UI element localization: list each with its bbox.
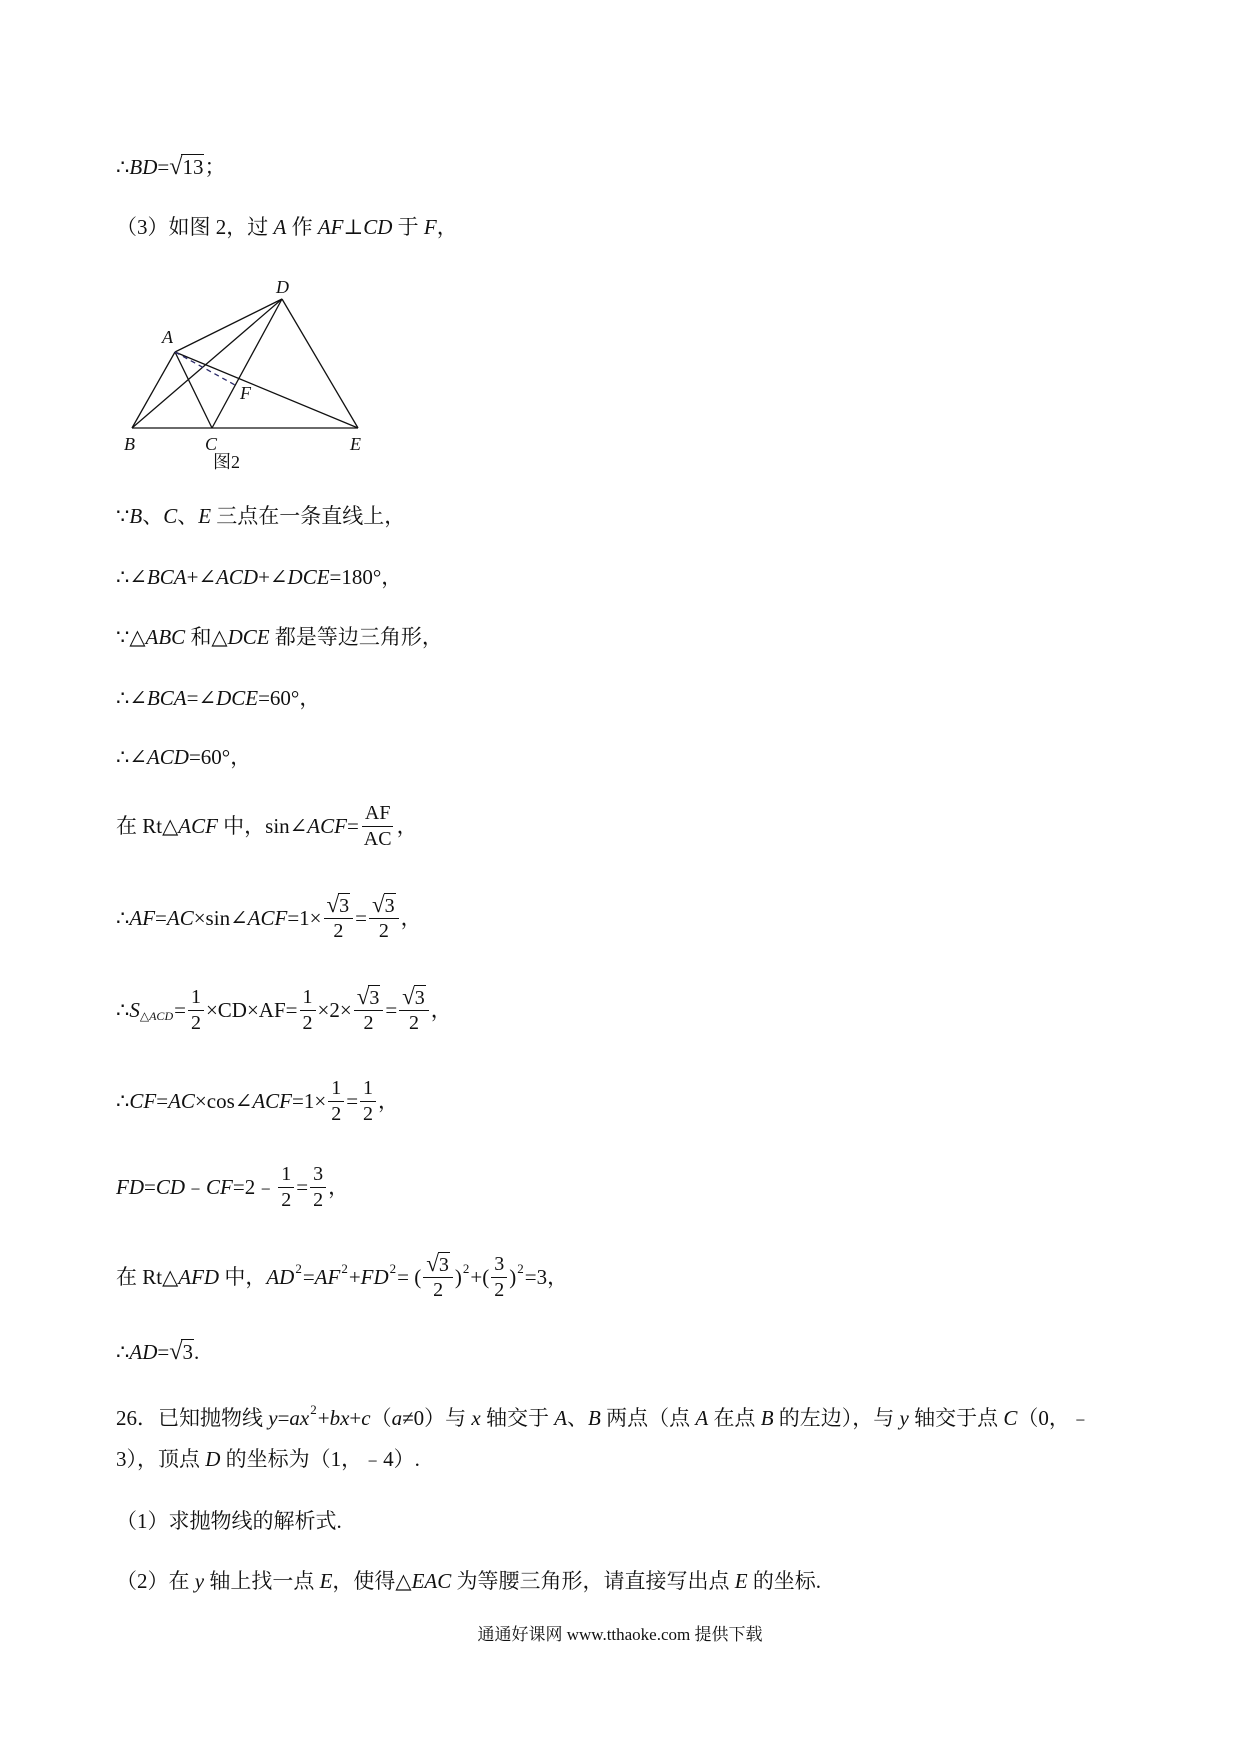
fraction	[369, 893, 399, 943]
question-26-part-2	[116, 1551, 821, 1611]
line-angles-60	[116, 668, 320, 728]
math-variable: AD	[129, 1339, 158, 1364]
question-26-line-2	[116, 1429, 420, 1489]
text-run: 3	[494, 1252, 505, 1275]
text-run: 2	[333, 920, 344, 943]
math-variable: E	[734, 1568, 748, 1593]
text-run: =180°，	[329, 564, 403, 589]
radicand: 3	[339, 894, 350, 917]
math-variable: a	[391, 1405, 403, 1430]
math-variable: DCE	[227, 624, 270, 649]
text-run: ，	[436, 214, 458, 239]
text-run: +(	[470, 1264, 490, 1289]
text-run: =	[277, 1405, 290, 1430]
text-run: =1×	[287, 905, 322, 930]
math-variable: CF	[206, 1174, 233, 1199]
radicand: 3	[369, 986, 380, 1009]
text-run: +∠	[186, 564, 217, 589]
numerator	[354, 985, 384, 1011]
text-run: 2	[433, 1279, 444, 1302]
text-run: （0，﹣	[1017, 1405, 1091, 1430]
text-run: 三点在一条直线上，	[211, 503, 406, 528]
text-run: 中，	[219, 1264, 267, 1289]
line-ad-result	[116, 1322, 199, 1382]
math-variable: AF	[314, 1264, 341, 1289]
text-run: ，	[400, 905, 422, 930]
math-variable: BCA	[146, 564, 187, 589]
square-root	[402, 985, 426, 1009]
text-run: 轴交于点	[908, 1405, 1004, 1430]
math-variable: CD	[363, 214, 393, 239]
math-variable: B	[129, 503, 143, 528]
text-run: ，	[328, 1174, 350, 1199]
text-run: ﹣	[185, 1174, 207, 1199]
text-run: )	[454, 1264, 462, 1289]
text-run: )	[509, 1264, 517, 1289]
text-run: 的坐标为（1，﹣4）.	[220, 1446, 420, 1471]
subscript: △ACD	[139, 1009, 174, 1023]
math-variable: DCE	[216, 685, 259, 710]
text-run: ，	[378, 1088, 400, 1113]
text-run: =	[157, 154, 170, 179]
math-variable: y	[194, 1568, 205, 1593]
fraction	[360, 1077, 376, 1126]
segment-d-e	[282, 299, 358, 428]
text-run: （	[370, 1405, 392, 1430]
numerator	[188, 986, 204, 1011]
denominator	[278, 1188, 294, 1212]
math-variable: bx	[329, 1405, 350, 1430]
text-run: +	[349, 1405, 362, 1430]
text-run: 、	[177, 503, 199, 528]
fraction	[423, 1252, 453, 1302]
line-fd-value	[116, 1157, 349, 1217]
text-run: 的坐标.	[747, 1568, 822, 1593]
radical-sign-icon: √	[372, 891, 385, 917]
line-equilateral	[116, 607, 443, 667]
line-ad-squared	[116, 1247, 568, 1307]
radical-sign-icon: √	[402, 983, 415, 1009]
text-run: =	[296, 1174, 309, 1199]
line-collinear	[116, 486, 405, 546]
text-run: 为等腰三角形，请直接写出点	[451, 1568, 735, 1593]
math-variable: C	[1003, 1405, 1018, 1430]
text-run: =	[346, 1088, 359, 1113]
text-run: 1	[302, 985, 313, 1008]
numerator	[423, 1252, 453, 1278]
math-variable: BD	[129, 154, 158, 179]
text-run: （3）如图 2，过	[116, 214, 274, 239]
numerator	[491, 1253, 507, 1278]
math-variable: S	[129, 997, 140, 1022]
square-root	[357, 985, 381, 1009]
text-run: ×2×	[317, 997, 352, 1022]
text-run: =	[144, 1174, 156, 1199]
math-variable: ACF	[247, 905, 288, 930]
math-variable: CD	[155, 1174, 186, 1199]
math-variable: FD	[360, 1264, 389, 1289]
text-run: +∠	[258, 564, 288, 589]
text-run: ∴	[116, 154, 130, 179]
text-run: ∴∠	[116, 564, 147, 589]
text-run: 在 Rt△	[116, 1264, 179, 1289]
math-variable: y	[899, 1405, 909, 1430]
text-run: 2	[494, 1278, 505, 1301]
radical-sign-icon: √	[356, 983, 370, 1009]
text-run: ∴	[116, 997, 130, 1022]
text-run: ×CD×AF=	[205, 997, 298, 1022]
denominator	[328, 1102, 344, 1126]
text-run: 轴交于	[480, 1405, 555, 1430]
text-run: +	[348, 1264, 361, 1289]
math-variable: AF	[129, 905, 156, 930]
geometry-figure-2	[100, 270, 390, 475]
superscript: 2	[462, 1260, 470, 1276]
numerator	[324, 893, 354, 919]
text-run: 2	[313, 1188, 324, 1211]
text-run: ×sin∠	[193, 905, 248, 930]
text-run: ∵	[116, 503, 130, 528]
denominator	[361, 827, 395, 851]
numerator	[362, 802, 394, 827]
math-variable: A	[273, 214, 287, 239]
math-variable: ABC	[145, 624, 186, 649]
text-run: 2	[190, 1011, 201, 1034]
line-sin-def	[116, 796, 418, 856]
text-run: 3	[313, 1162, 324, 1185]
text-run: 1	[363, 1076, 374, 1099]
text-run: =1×	[292, 1088, 327, 1113]
text-run: （2）在	[116, 1568, 195, 1593]
text-run: =	[174, 997, 186, 1022]
math-variable: AD	[266, 1264, 295, 1289]
fraction	[324, 893, 354, 943]
text-run: ∵△	[116, 624, 146, 649]
text-run: =60°，	[258, 685, 321, 710]
text-run: （1）求抛物线的解析式.	[116, 1508, 342, 1533]
square-root	[426, 1252, 450, 1276]
text-run: 2	[302, 1011, 313, 1034]
text-run: 2	[378, 920, 389, 943]
square-root	[169, 154, 204, 179]
superscript: 2	[389, 1260, 397, 1276]
math-variable: ACF	[252, 1088, 293, 1113]
denominator	[430, 1278, 446, 1302]
text-run: ⊥	[343, 214, 364, 239]
denominator	[406, 1011, 422, 1035]
fraction	[310, 1163, 326, 1212]
text-run: =	[157, 1339, 170, 1364]
superscript: 2	[310, 1401, 317, 1417]
text-run: 的左边），与	[773, 1405, 900, 1430]
fraction	[328, 1077, 344, 1126]
math-variable: ax	[289, 1405, 310, 1430]
square-root	[327, 893, 351, 917]
text-run: 1	[190, 985, 201, 1008]
math-variable: ACD	[216, 564, 259, 589]
text-run: 于	[392, 214, 424, 239]
line-bd-result	[116, 137, 225, 197]
text-run: ≠0）与	[402, 1405, 472, 1430]
denominator	[300, 1011, 316, 1035]
line-af-value	[116, 888, 422, 948]
numerator	[328, 1077, 344, 1102]
text-run: 轴上找一点	[204, 1568, 320, 1593]
text-run: AF	[364, 801, 391, 824]
text-run: =3，	[524, 1264, 569, 1289]
text-run: +	[317, 1405, 330, 1430]
text-run: ∴	[116, 1339, 130, 1364]
radicand: 3	[384, 894, 395, 917]
math-variable: c	[361, 1405, 371, 1430]
fraction	[399, 985, 429, 1035]
superscript: 2	[341, 1260, 348, 1276]
text-run: 2	[363, 1012, 374, 1035]
radicand: 3	[414, 986, 425, 1009]
text-run: 2	[331, 1102, 342, 1125]
figure-caption: 图2	[213, 452, 240, 472]
segment-b-d	[132, 299, 282, 428]
text-run: 、	[142, 503, 164, 528]
text-run: 1	[281, 1162, 292, 1185]
square-root	[372, 893, 396, 917]
fraction	[278, 1163, 294, 1212]
text-run: =	[156, 1088, 169, 1113]
text-run: =	[302, 1264, 315, 1289]
math-variable: EAC	[411, 1568, 452, 1593]
denominator	[330, 919, 346, 943]
numerator	[360, 1077, 376, 1102]
denominator	[310, 1188, 326, 1212]
line-cf-value	[116, 1071, 399, 1131]
radicand: 3	[182, 1340, 193, 1365]
text-run: ×cos∠	[194, 1088, 253, 1113]
text-run: =60°，	[188, 744, 252, 769]
line-acd-60	[116, 727, 251, 787]
text-run: ，使得△	[332, 1568, 412, 1593]
point-label-b: B	[124, 434, 135, 454]
segment-a-d	[175, 299, 282, 352]
math-variable: C	[163, 503, 178, 528]
text-run: 都是等边三角形，	[269, 624, 443, 649]
square-root	[169, 1339, 194, 1364]
math-variable: D	[205, 1446, 221, 1471]
text-run: =	[355, 905, 367, 930]
point-label-f: F	[240, 383, 251, 403]
radicand: 13	[182, 155, 204, 180]
text-run: 中，sin∠	[217, 813, 308, 838]
text-run: 2	[363, 1102, 374, 1125]
text-run: ∴	[116, 905, 130, 930]
math-variable: DCE	[287, 564, 330, 589]
text-run: 2	[408, 1012, 419, 1035]
text-run: 在点	[708, 1405, 761, 1430]
text-run: 、	[567, 1405, 589, 1430]
text-run: 3），顶点	[116, 1446, 206, 1471]
math-variable: BCA	[146, 685, 187, 710]
fraction	[361, 802, 395, 851]
text-run: =2﹣	[232, 1174, 277, 1199]
math-variable: A	[554, 1405, 568, 1430]
text-run: ∴∠	[116, 685, 147, 710]
line-step3-intro	[116, 197, 458, 257]
fraction	[491, 1253, 507, 1302]
point-label-d: D	[276, 277, 289, 297]
math-variable: AC	[166, 905, 194, 930]
dashed-segment-a-f	[175, 352, 235, 385]
numerator	[399, 985, 429, 1011]
segment-a-e	[175, 352, 358, 428]
fraction	[354, 985, 384, 1035]
text-run: .	[193, 1339, 200, 1364]
text-run: ，	[396, 813, 418, 838]
superscript: 2	[517, 1260, 524, 1276]
math-variable: x	[471, 1405, 481, 1430]
text-run: ∴	[116, 1088, 130, 1113]
radical-sign-icon: √	[326, 891, 340, 917]
math-variable: ACD	[146, 744, 189, 769]
fraction	[188, 986, 204, 1035]
math-variable: ACF	[178, 813, 218, 838]
denominator	[188, 1011, 204, 1035]
text-run: =∠	[186, 685, 217, 710]
fraction	[300, 986, 316, 1035]
radicand: 3	[438, 1253, 449, 1276]
radical-sign-icon: √	[169, 153, 183, 181]
math-variable: A	[695, 1405, 709, 1430]
numerator	[369, 893, 399, 919]
math-variable: FD	[116, 1174, 144, 1199]
radical-sign-icon: √	[169, 1338, 183, 1366]
text-run: =	[385, 997, 398, 1022]
math-variable: AC	[168, 1088, 195, 1113]
text-run: 在 Rt△	[116, 813, 179, 838]
segment-c-d	[212, 299, 282, 428]
denominator	[361, 1011, 377, 1035]
point-label-a: A	[162, 327, 173, 347]
text-run: 两点（点	[600, 1405, 696, 1430]
line-area	[116, 980, 452, 1040]
text-run: 26．已知抛物线	[116, 1405, 269, 1430]
numerator	[310, 1163, 326, 1188]
text-run: =	[155, 905, 167, 930]
text-run: = (	[397, 1264, 422, 1289]
math-variable: AF	[317, 214, 344, 239]
numerator	[300, 986, 316, 1011]
radical-sign-icon: √	[426, 1250, 439, 1276]
denominator	[360, 1102, 376, 1126]
math-variable: CF	[129, 1088, 157, 1113]
denominator	[376, 919, 392, 943]
math-variable: E	[198, 503, 212, 528]
denominator	[491, 1278, 507, 1302]
text-run: ∴∠	[116, 744, 147, 769]
point-label-e: E	[350, 434, 361, 454]
text-run: =	[346, 813, 359, 838]
math-variable: F	[423, 214, 437, 239]
text-run: AC	[363, 827, 392, 850]
line-angle-sum	[116, 547, 402, 607]
segment-a-b	[132, 352, 175, 428]
math-variable: y	[268, 1405, 278, 1430]
page-footer: 通通好课网 www.tthaoke.com 提供下载	[477, 1625, 763, 1644]
math-variable: B	[588, 1405, 601, 1430]
math-variable: B	[760, 1405, 774, 1430]
math-variable: ACF	[307, 813, 347, 838]
text-run: 和△	[185, 624, 228, 649]
text-run: ；	[204, 154, 226, 179]
superscript: 2	[295, 1260, 302, 1276]
question-26-part-1	[116, 1491, 342, 1551]
text-run: ，	[430, 997, 452, 1022]
text-run: 2	[281, 1188, 292, 1211]
point-label-c: C	[205, 434, 218, 454]
text-run: 1	[331, 1076, 342, 1099]
text-run: 作	[286, 214, 318, 239]
math-variable: E	[319, 1568, 333, 1593]
math-variable: AFD	[178, 1264, 220, 1289]
numerator	[278, 1163, 294, 1188]
